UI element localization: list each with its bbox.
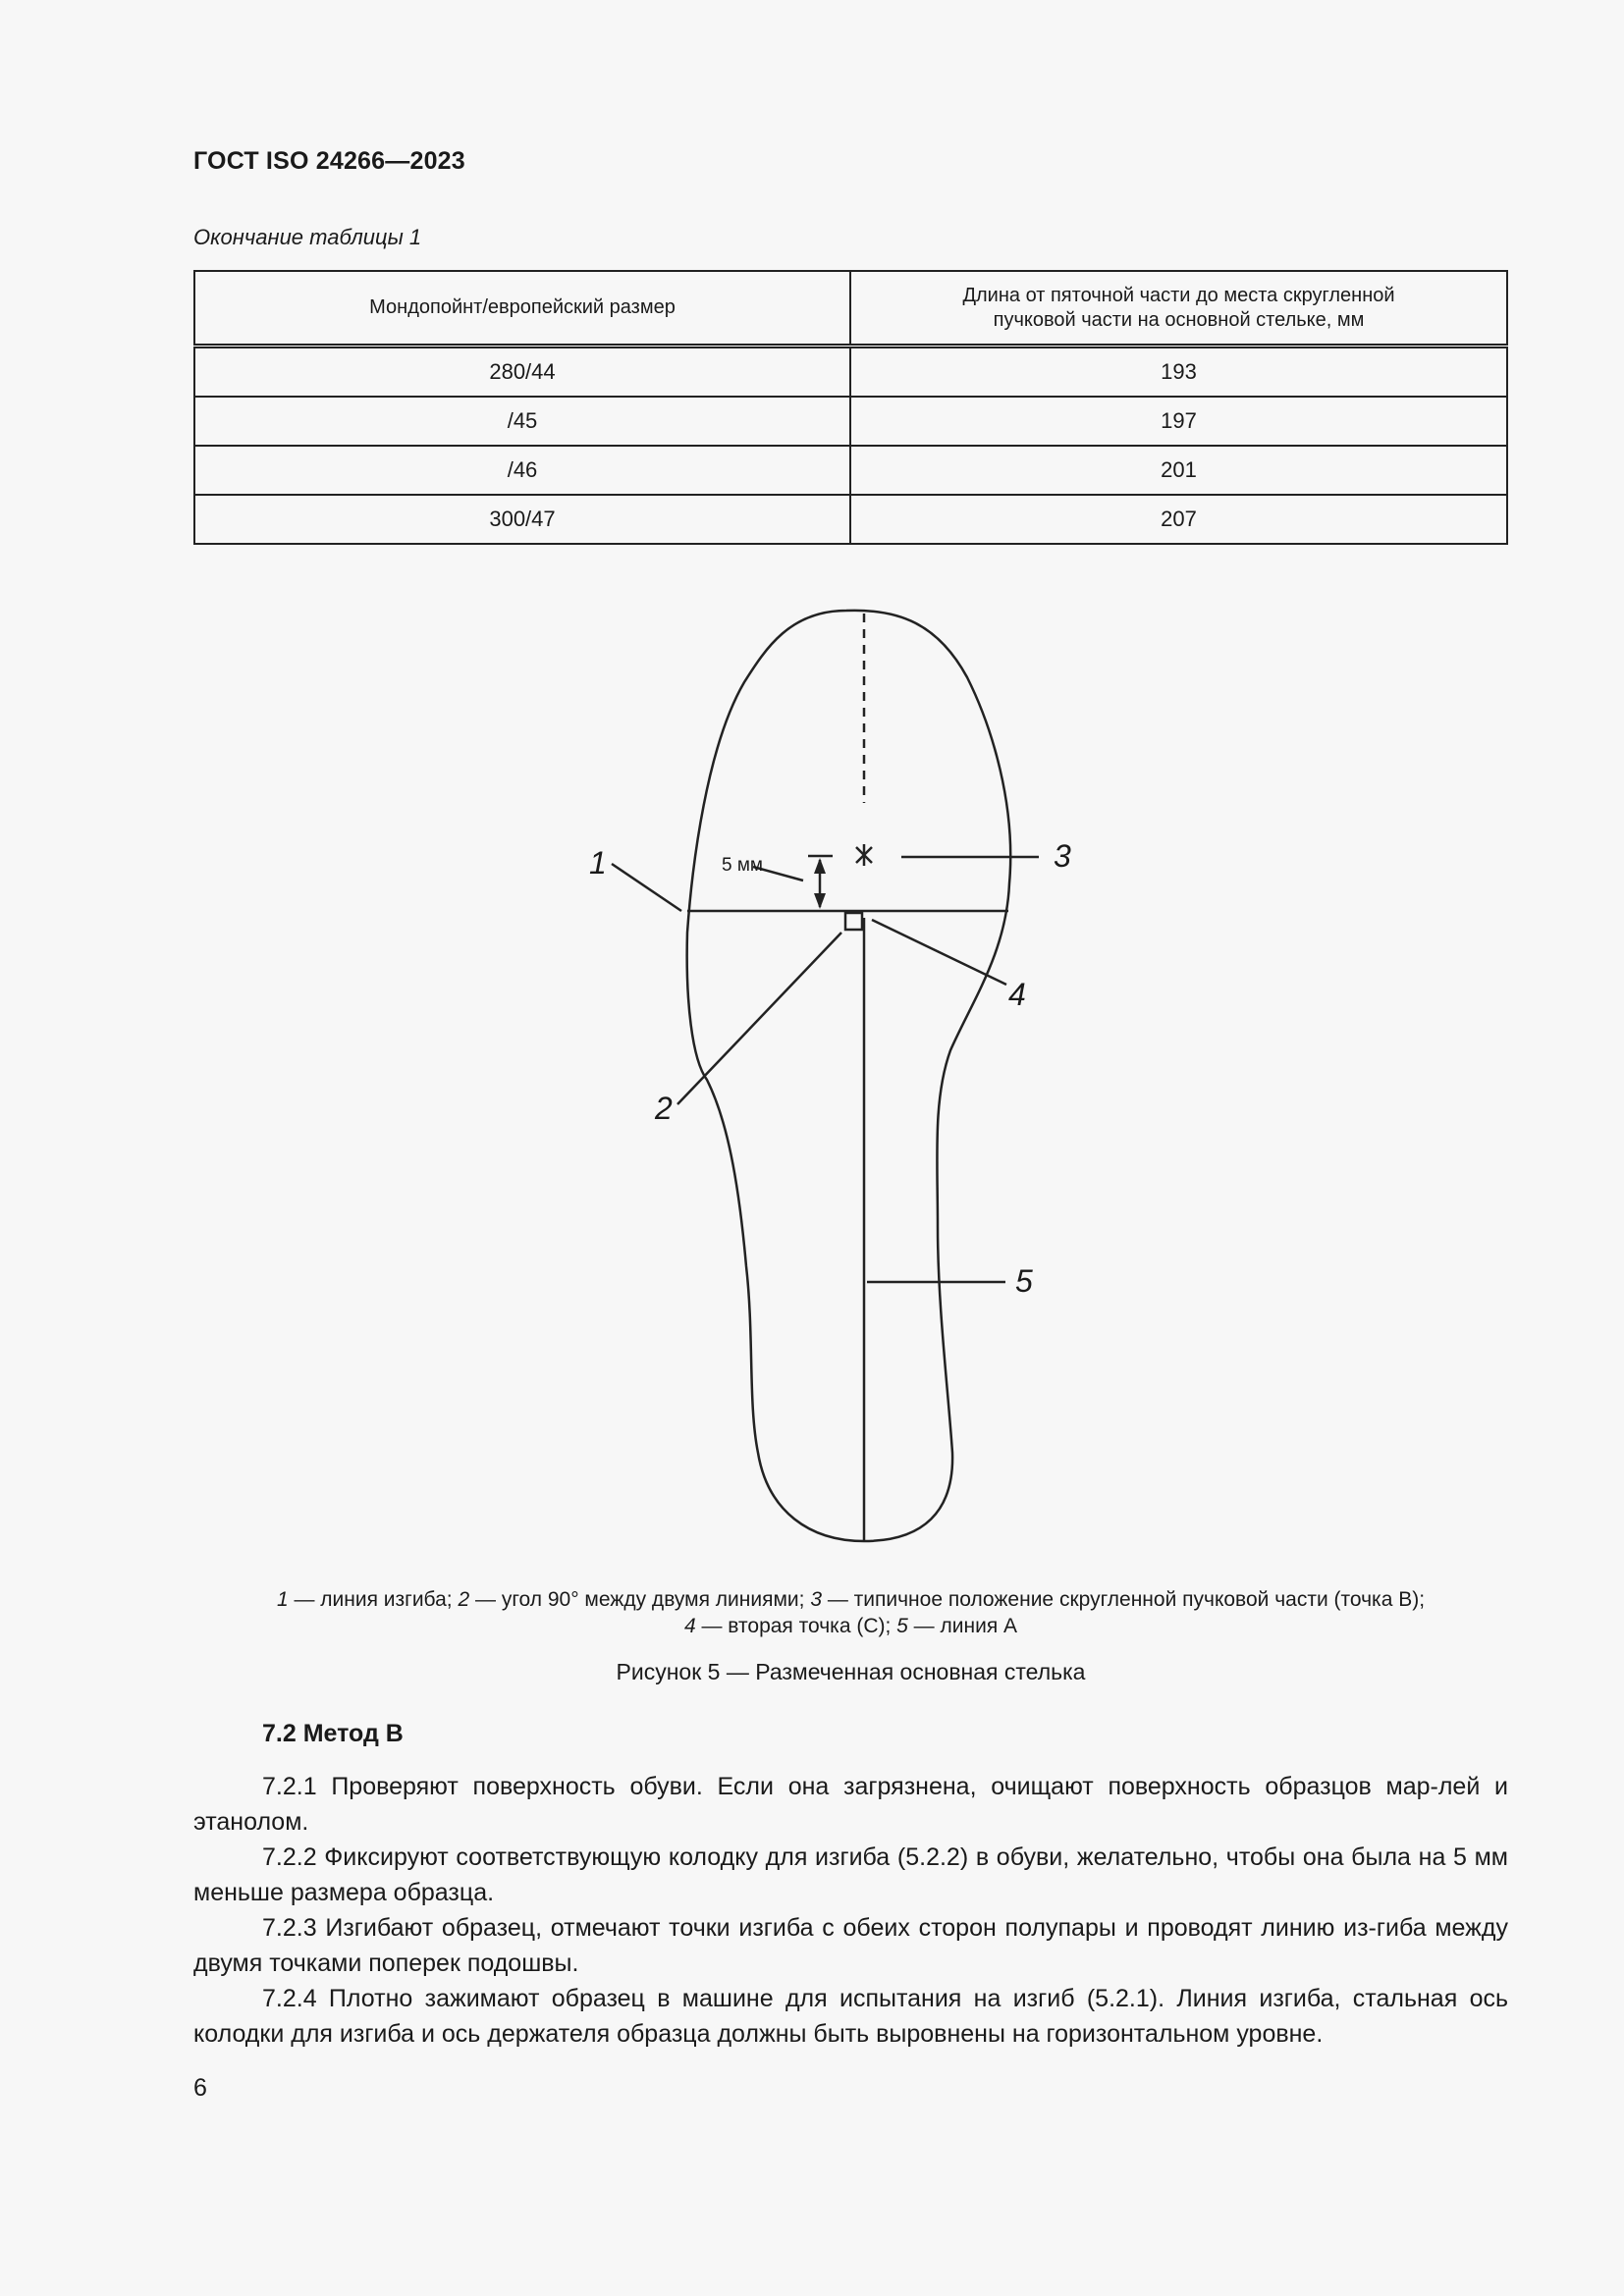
legend-text: — типичное положение скругленной пучковой части (точка В);	[822, 1588, 1426, 1611]
legend-number: 1	[276, 1588, 289, 1611]
table-row	[194, 397, 1507, 446]
right-angle-marker	[845, 913, 862, 930]
point-b-marker	[856, 844, 872, 866]
table-cell: /45	[194, 397, 850, 446]
leader-line	[872, 920, 1006, 985]
insole-figure	[0, 579, 1624, 1561]
legend-number: 5	[896, 1615, 908, 1637]
callout-5: 5	[1015, 1263, 1033, 1299]
table-row	[194, 347, 1507, 398]
dimension-arrow-up	[814, 858, 826, 874]
figure-legend	[193, 1586, 1508, 1639]
table-cell: 300/47	[194, 495, 850, 544]
paragraph: 7.2.2 Фиксируют соответствующую колодку для изгиба (5.2.2) в обуви, желательно, чтобы она была на 5 мм меньше размера образца.	[193, 1843, 1508, 1906]
callout-2: 2	[655, 1091, 673, 1126]
leader-line	[677, 933, 841, 1104]
callout-4: 4	[1008, 977, 1026, 1012]
legend-text: — линия изгиба;	[288, 1588, 459, 1611]
column-header: Длина от пяточной части до места скругленной пучковой части на основной стельке, мм	[850, 271, 1507, 347]
dimension-arrow-down	[814, 893, 826, 909]
legend-number: 2	[458, 1588, 470, 1611]
table-row	[194, 446, 1507, 495]
figure-caption: Рисунок 5 — Размеченная основная стелька	[616, 1659, 1086, 1684]
table-cell: /46	[194, 446, 850, 495]
table-cell: 207	[850, 495, 1507, 544]
column-header: Мондопойнт/европейский размер	[194, 271, 850, 347]
legend-number: 3	[810, 1588, 822, 1611]
legend-number: 4	[683, 1615, 696, 1637]
table-cell: 197	[850, 397, 1507, 446]
section-title: 7.2 Метод В	[262, 1720, 404, 1747]
legend-text: — линия А	[907, 1615, 1018, 1637]
callout-1: 1	[589, 845, 607, 881]
leader-line	[612, 864, 681, 911]
table-cell: 193	[850, 347, 1507, 398]
dimension-label: 5 мм	[722, 855, 763, 876]
table-header-row	[194, 271, 1507, 347]
legend-text: — угол 90° между двумя линиями;	[469, 1588, 811, 1611]
insole-outline	[687, 611, 1011, 1541]
callout-3: 3	[1054, 838, 1071, 874]
page-number: 6	[193, 2074, 207, 2102]
table-row	[194, 495, 1507, 544]
table-cell: 201	[850, 446, 1507, 495]
size-table	[193, 270, 1508, 545]
table-caption: Окончание таблицы 1	[193, 225, 422, 249]
paragraph: 7.2.3 Изгибают образец, отмечают точки изгиба с обеих сторон полупары и проводят линию из-гиба между двумя точками поперек подошвы.	[193, 1914, 1508, 1977]
paragraph: 7.2.1 Проверяют поверхность обуви. Если она загрязнена, очищают поверхность образцов мар-лей и этанолом.	[193, 1773, 1508, 1836]
legend-text: — вторая точка (С);	[695, 1615, 897, 1637]
paragraph: 7.2.4 Плотно зажимают образец в машине для испытания на изгиб (5.2.1). Линия изгиба, стальная ось колодки для изгиба и ось держателя образца должны быть выровнены на горизонтальном уровне.	[193, 1985, 1508, 2048]
table-cell: 280/44	[194, 347, 850, 398]
document-header: ГОСТ ISO 24266—2023	[193, 147, 465, 175]
